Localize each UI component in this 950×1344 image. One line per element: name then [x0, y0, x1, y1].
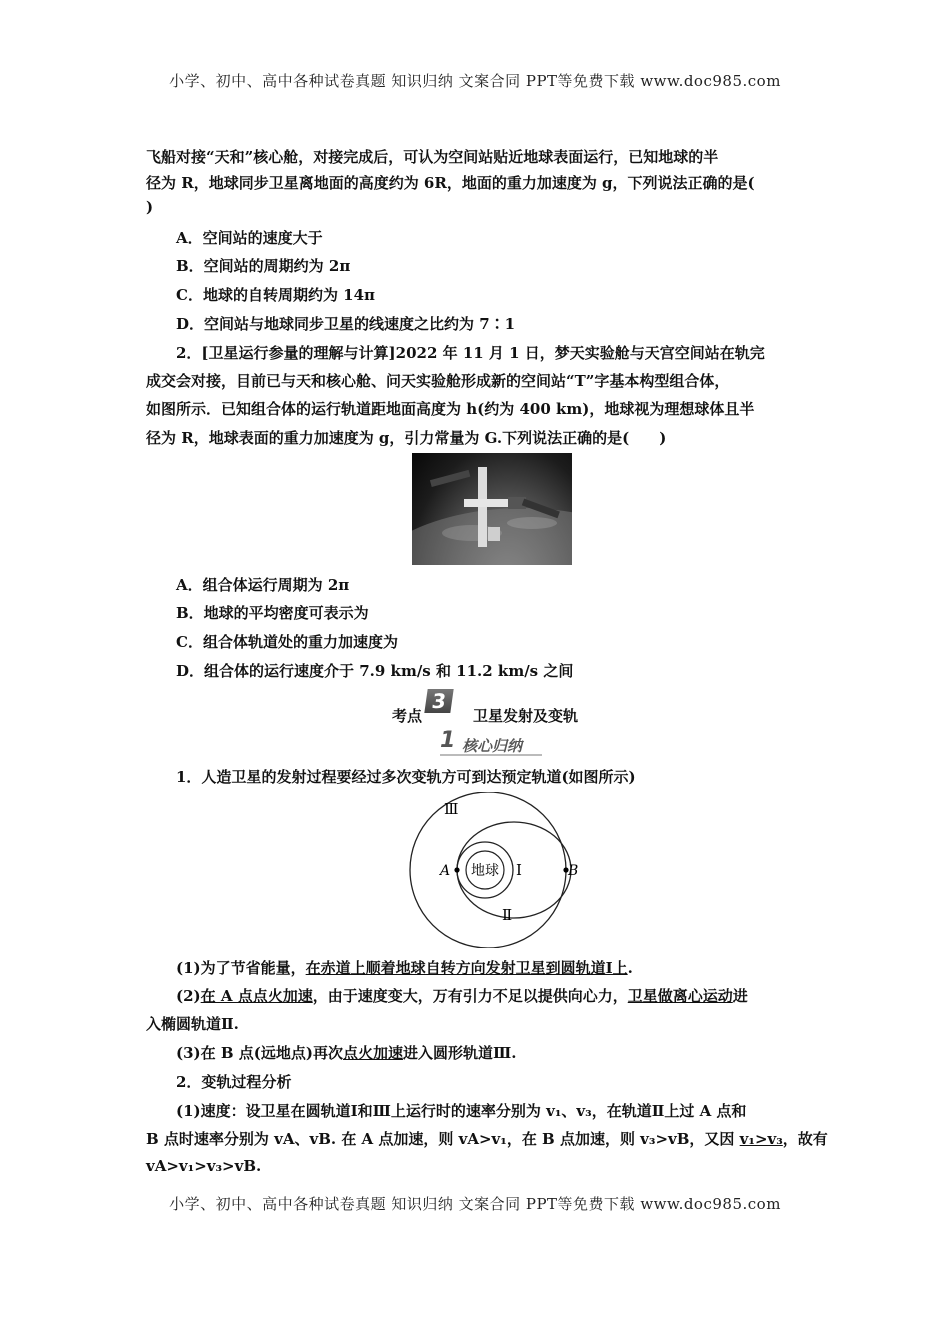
q1-option-b: B．空间站的周期约为 2π: [176, 257, 351, 275]
space-station-photo: [412, 453, 572, 565]
q2-line-4: 径为 R，地球表面的重力加速度为 g，引力常量为 G.下列说法正确的是( ): [146, 429, 667, 447]
orbit-i-label: Ⅰ: [516, 861, 522, 879]
analysis-line-2-c: ，故有: [782, 1130, 828, 1148]
analysis-line-2-a: B 点时速率分别为 vA、vB. 在 A 点加速，则 vA>v₁，在 B 点加速，则 v₃>vB，又因: [146, 1130, 740, 1148]
point-a-dot: [454, 867, 459, 872]
q2-option-c: C．组合体轨道处的重力加速度为: [176, 633, 398, 651]
analysis-line-2-key: v₁>v₃: [739, 1130, 783, 1148]
section-number-badge: 3: [424, 689, 453, 713]
step-3-lead: (3)在 B 点(远地点)再次: [176, 1044, 343, 1062]
core-summary-heading: [440, 728, 542, 756]
core-summary-title: 核心归纳: [462, 737, 523, 755]
q1-line-1: 飞船对接“天和”核心舱，对接完成后，可认为空间站贴近地球表面运行，已知地球的半: [146, 148, 719, 166]
step-2-key-2: 卫星做离心运动: [627, 987, 733, 1005]
q2-line-1: 2．[卫星运行参量的理解与计算]2022 年 11 月 1 日，梦天实验舱与天宫空间站在轨完: [176, 344, 765, 362]
analysis-line-2: [146, 1128, 828, 1149]
analysis-title: 2．变轨过程分析: [176, 1073, 292, 1091]
q1-option-a: A．空间站的速度大于: [176, 229, 323, 247]
step-3: [176, 1042, 516, 1063]
orbit-iii-label: Ⅲ: [444, 800, 459, 818]
orbit-ii-label: Ⅱ: [502, 906, 513, 924]
orbit-diagram: [404, 792, 580, 948]
step-2-lead: (2): [176, 987, 201, 1005]
q2-line-2: 成交会对接，目前已与天和核心舱、问天实验舱形成新的空间站“T”字基本构型组合体，: [146, 372, 730, 390]
point-a-label: A: [440, 863, 451, 879]
step-1-end: .: [627, 959, 633, 977]
q1-option-d: D．空间站与地球同步卫星的线速度之比约为 7∶1: [176, 315, 516, 333]
core-summary-number: 1: [440, 728, 456, 753]
q2-option-d: D．组合体的运行速度介于 7.9 km/s 和 11.2 km/s 之间: [176, 662, 574, 680]
launch-title: 1．人造卫星的发射过程要经过多次变轨方可到达预定轨道(如图所示): [176, 768, 636, 786]
earth-label: 地球: [471, 863, 499, 879]
q2-line-3: 如图所示．已知组合体的运行轨道距地面高度为 h(约为 400 km)，地球视为理想球体且半: [146, 400, 755, 418]
q1-line-2: 径为 R，地球同步卫星离地面的高度约为 6R，地面的重力加速度为 g，下列说法正确的是(: [146, 174, 755, 192]
section-title: 卫星发射及变轨: [473, 707, 579, 725]
analysis-line-3: vA>v₁>v₃>vB.: [146, 1157, 262, 1175]
q2-option-a: A．组合体运行周期为 2π: [176, 576, 350, 594]
step-1: [176, 957, 633, 978]
space-station-icon: [412, 453, 572, 565]
step-2-cont: 入椭圆轨道Ⅱ.: [146, 1015, 239, 1033]
step-1-key: 在赤道上顺着地球自转方向发射卫星到圆轨道Ⅰ上: [305, 959, 628, 977]
step-3-key: 点火加速: [342, 1044, 403, 1062]
step-2-mid: ，由于速度变大，万有引力不足以提供向心力，: [312, 987, 628, 1005]
point-b-label: B: [568, 863, 579, 879]
q2-option-b: B．地球的平均密度可表示为: [176, 604, 369, 622]
page-header: 小学、初中、高中各种试卷真题 知识归纳 文案合同 PPT等免费下载 www.doc985.com: [169, 72, 781, 90]
page-footer: 小学、初中、高中各种试卷真题 知识归纳 文案合同 PPT等免费下载 www.doc985.com: [169, 1195, 781, 1213]
analysis-line-1: (1)速度：设卫星在圆轨道Ⅰ和Ⅲ上运行时的速率分别为 v₁、v₃，在轨道Ⅱ上过 A 点和: [176, 1102, 747, 1120]
step-2-end: 进: [732, 987, 748, 1005]
q1-line-3: ): [146, 198, 154, 216]
step-2: [176, 985, 748, 1006]
section-prefix: 考点: [392, 707, 423, 725]
step-3-end: 进入圆形轨道Ⅲ.: [402, 1044, 517, 1062]
step-2-key-1: 在 A 点点火加速: [200, 987, 313, 1005]
step-1-lead: (1)为了节省能量，: [176, 959, 306, 977]
q1-option-c: C．地球的自转周期约为 14π: [176, 286, 376, 304]
